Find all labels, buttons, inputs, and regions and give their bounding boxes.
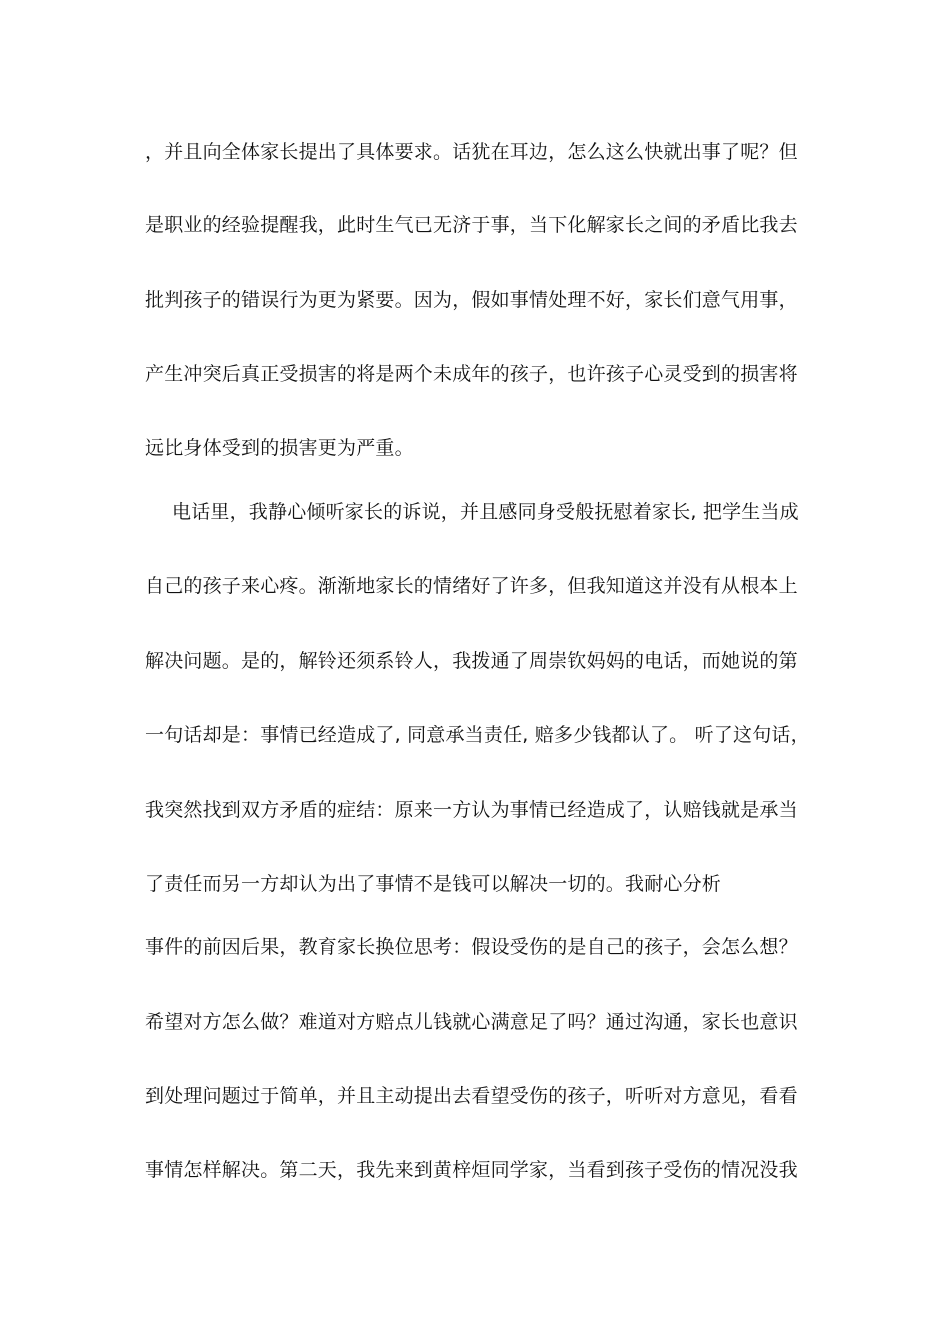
text-line: 我突然找到双方矛盾的症结：原来一方认为事情已经造成了，认赔钱就是承当 [145, 799, 798, 821]
text-line: ，并且向全体家长提出了具体要求。话犹在耳边，怎么这么快就出事了呢？但 [145, 141, 798, 163]
text-line: 一句话却是：事情已经造成了, 同意承当责任, 赔多少钱都认了。 听了这句话， [145, 724, 810, 746]
text-line: 产生冲突后真正受损害的将是两个未成年的孩子，也许孩子心灵受到的损害将 [145, 363, 798, 385]
text-line: 解决问题。是的，解铃还须系铃人，我拨通了周崇钦妈妈的电话，而她说的第 [145, 650, 798, 672]
text-line: 远比身体受到的损害更为严重。 [145, 437, 414, 459]
text-line: 批判孩子的错误行为更为紧要。因为，假如事情处理不好，家长们意气用事， [145, 289, 798, 311]
paragraph-first-line: 电话里，我静心倾听家长的诉说，并且感同身受般抚慰着家长, 把学生当成 [172, 501, 799, 523]
text-line: 是职业的经验提醒我，此时生气已无济于事，当下化解家长之间的矛盾比我去 [145, 214, 798, 236]
text-line: 事件的前因后果，教育家长换位思考：假设受伤的是自己的孩子，会怎么想？ [145, 936, 798, 958]
text-line: 希望对方怎么做？难道对方赔点儿钱就心满意足了吗？通过沟通，家长也意识 [145, 1011, 798, 1033]
text-line: 到处理问题过于简单，并且主动提出去看望受伤的孩子，听听对方意见，看看 [145, 1085, 798, 1107]
text-line: 了责任而另一方却认为出了事情不是钱可以解决一切的。我耐心分析 [145, 873, 722, 895]
text-line: 事情怎样解决。第二天，我先来到黄梓烜同学家，当看到孩子受伤的情况没我 [145, 1159, 798, 1181]
text-line: 自己的孩子来心疼。渐渐地家长的情绪好了许多，但我知道这并没有从根本上 [145, 575, 798, 597]
